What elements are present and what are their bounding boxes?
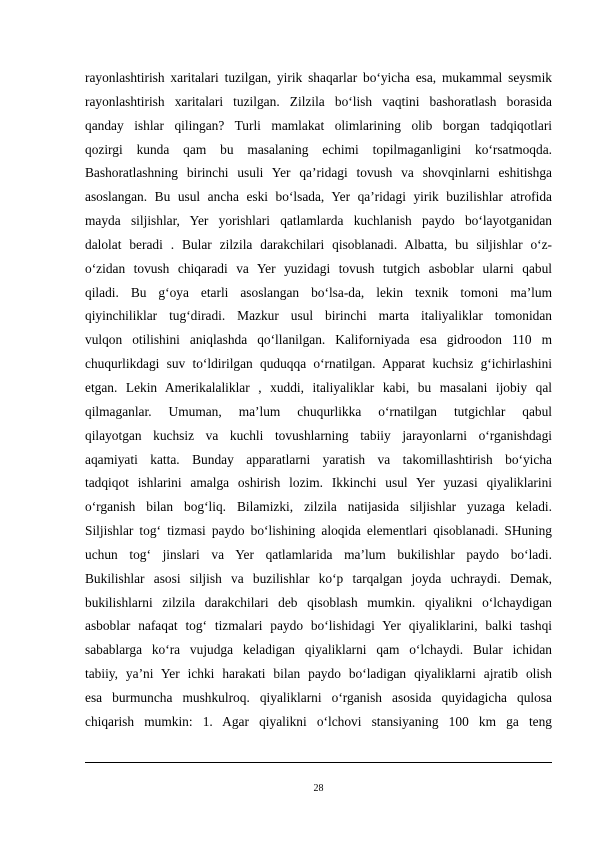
body-text [85,66,552,734]
text-line: asoslangan. Bu usul ancha eski bo‘lsada, Yer qa’ridagi yirik buzilishlar atrofida [85,189,552,205]
text-line: qiyinchiliklar tug‘diradi. Mazkur usul birinchi marta italiyaliklar tomonidan [85,308,552,324]
text-line: asboblar nafaqat tog‘ tizmalari paydo bo‘lishidagi Yer qiyaliklarini, balki tashqi [85,618,552,634]
text-line: sabablarga ko‘ra vujudga keladigan qiyaliklarni qam o‘lchaydi. Bular ichidan [85,642,552,658]
text-line: qiladi. Bu g‘oya etarli asoslangan bo‘lsa-da, lekin texnik tomoni ma’lum [85,284,552,300]
text-line: Siljishlar tog‘ tizmasi paydo bo‘lishining aloqida elementlari qisoblanadi. SHuning [85,523,552,539]
text-line: qozirgi kunda qam bu masalaning echimi topilmaganligini ko‘rsatmoqda. [85,141,552,157]
text-line: o‘zidan tovush chiqaradi va Yer yuzidagi tovush tutgich asboblar ularni qabul [85,260,552,276]
page-number: 28 [313,783,324,794]
text-line: qilmaganlar. Umuman, ma’lum chuqurlikka o‘rnatilgan tutgichlar qabul [85,403,552,419]
text-line: o‘rganish bilan bog‘liq. Bilamizki, zilzila natijasida siljishlar yuzaga keladi. [85,499,552,515]
text-line: rayonlashtirish xaritalari tuzilgan, yirik shaqarlar bo‘yicha esa, mukammal seysmik [85,70,552,85]
text-line: bukilishlarni zilzila darakchilari deb qisoblash mumkin. qiyalikni o‘lchaydigan [85,594,552,610]
text-line: rayonlashtirish xaritalari tuzilgan. Zilzila bo‘lish vaqtini bashoratlash borasida [85,93,552,109]
text-line: qilayotgan kuchsiz va kuchli tovushlarning tabiiy jarayonlarni o‘rganishdagi [85,427,552,443]
text-line: Bukilishlar asosi siljish va buzilishlar ko‘p tarqalgan joyda uchraydi. Demak, [85,570,552,586]
text-line: mayda siljishlar, Yer yorishlari qatlamlarda kuchlanish paydo bo‘layotganidan [85,213,552,229]
text-line: etgan. Lekin Amerikalaliklar , xuddi, italiyaliklar kabi, bu masalani ijobiy qal [85,379,552,395]
text-line: vulqon otilishini aniqlashda qo‘llanilgan. Kaliforniyada esa gidroodon 110 m [85,332,552,348]
text-line: dalolat beradi . Bular zilzila darakchilari qisoblanadi. Albatta, bu siljishlar o‘z- [85,236,552,252]
text-line: chiqarish mumkin: 1. Agar qiyalikni o‘lchovi stansiyaning 100 km ga teng [85,713,552,729]
text-line: uchun tog‘ jinslari va Yer qatlamlarida ma’lum bukilishlar paydo bo‘ladi. [85,546,552,562]
text-line: tadqiqot ishlarini amalga oshirish lozim. Ikkinchi usul Yer yuzasi qiyaliklarini [85,475,552,491]
text-line: tabiiy, ya’ni Yer ichki harakati bilan paydo bo‘ladigan qiyaliklarni ajratib olish [85,666,552,682]
text-line: esa burmuncha mushkulroq. qiyaliklarni o‘rganish asosida quyidagicha qulosa [85,689,552,705]
text-line: qanday ishlar qilingan? Turli mamlakat olimlarining olib borgan tadqiqotlari [85,117,552,133]
footer-divider [85,762,552,763]
text-line: aqamiyati katta. Bunday apparatlarni yaratish va takomillashtirish bo‘yicha [85,451,552,467]
text-line: Bashoratlashning birinchi usuli Yer qa’ridagi tovush va shovqinlarni eshitishga [85,165,552,181]
text-line: chuqurlikdagi suv to‘ldirilgan quduqqa o‘rnatilgan. Apparat kuchsiz g‘ichirlashini [85,356,552,372]
